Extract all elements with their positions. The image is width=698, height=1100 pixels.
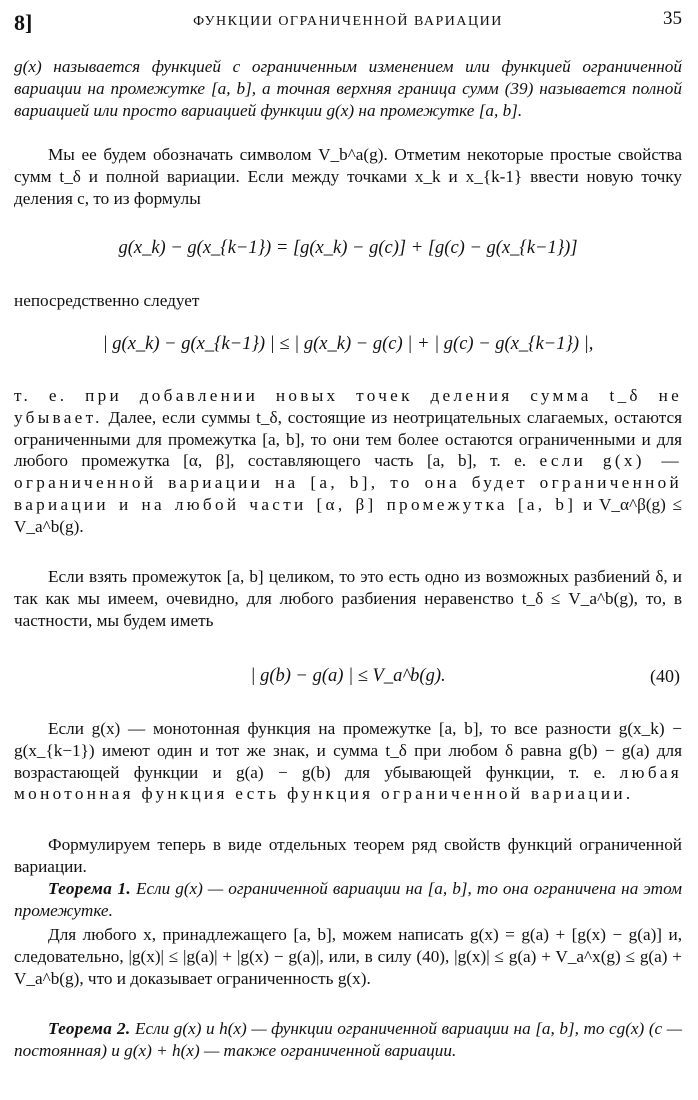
running-title: ФУНКЦИИ ОГРАНИЧЕННОЙ ВАРИАЦИИ: [193, 14, 503, 29]
spaced-text-subinterval: если g(x) — ограниченной вариации на [a, b], то она будет ограниченной вариации и на любой части [α, β] промежутка [a, b]: [14, 451, 682, 514]
paragraph-follows: непосредственно следует: [14, 291, 200, 310]
theorem-1: [14, 878, 682, 922]
text-variation-inequality: и V_α^β(g) ≤ V_a^b(g).: [14, 494, 683, 536]
spaced-text-monotone-bounded: любая монотонная функция есть функция ограниченной вариации.: [14, 762, 682, 804]
theorem-2-title: Теорема 2.: [48, 1019, 131, 1038]
theorem-1-body: Если g(x) — ограниченной вариации на [a, b], то она ограничена на этом промежутке.: [14, 879, 682, 920]
page-number: 35: [663, 8, 682, 29]
text-bounded-sums: Далее, если суммы t_δ, состоящие из неотрицательных слагаемых, остаются ограниченными для промежутка [a, b], то они тем более остаются ограниченными и для любого промежутка [α, β], составляющего часть [a, b], т. е.: [14, 407, 682, 471]
spaced-text-sum-not-decreasing: т. е. при добавлении новых точек деления сумма t_δ не убывает.: [14, 386, 682, 427]
equation-decomposition: g(x_k) − g(x_{k−1}) = [g(x_k) − g(c)] + [g(c) − g(x_{k−1})]: [118, 238, 578, 258]
page: [14, 0, 682, 1100]
paragraph-theorems-intro: Формулируем теперь в виде отдельных теорем ряд свойств функций ограниченной вариации.: [14, 835, 682, 876]
theorem-2: [14, 1018, 682, 1062]
paragraph-proof-1: Для любого x, принадлежащего [a, b], можем написать g(x) = g(a) + [g(x) − g(a)] и, следовательно, |g(x)| ≤ |g(a)| + |g(x) − g(a)|, или, в силу (40), |g(x)| ≤ g(a) + V_a^x(g) ≤ g(a) + V_a^b(g), что и доказывает ограниченность g(x).: [14, 925, 682, 988]
section-number: 8]: [14, 10, 33, 35]
theorem-2-body: Если g(x) и h(x) — функции ограниченной вариации на [a, b], то cg(x) (c — постоянная) и g(x) + h(x) — также ограниченной вариации.: [14, 1019, 682, 1060]
page-header: [14, 4, 682, 34]
paragraph-notation: Мы ее будем обозначать символом V_b^a(g). Отметим некоторые простые свойства сумм t_δ и полной вариации. Если между точками x_k и x_{k-1} ввести новую точку деления c, то из формулы: [14, 145, 682, 208]
paragraph-definition: g(x) называется функцией с ограниченным изменением или функцией ограниченной вариации на промежутке [a, b], а точная верхняя граница сумм (39) называется полной вариацией или просто вариацией функции g(x) на промежутке [a, b].: [14, 57, 682, 120]
paragraph-monotone: [14, 718, 682, 805]
text-monotone-differences: Если g(x) — монотонная функция на промежутке [a, b], то все разности g(x_k) − g(x_{k−1}) имеют один и тот же знак, и сумма t_δ при любом δ равна g(b) − g(a) для возрастающей функции и g(a) − g(b) для убывающей функции, т. е.: [14, 719, 682, 782]
paragraph-properties: [14, 385, 682, 538]
theorem-1-title: Теорема 1.: [48, 879, 131, 898]
equation-40: | g(b) − g(a) | ≤ V_a^b(g).: [250, 666, 446, 686]
paragraph-whole-interval: Если взять промежуток [a, b] целиком, то это есть одно из возможных разбиений δ, и так как мы имеем, очевидно, для любого разбиения неравенство t_δ ≤ V_a^b(g), то, в частности, мы будем иметь: [14, 567, 682, 630]
equation-triangle-inequality: | g(x_k) − g(x_{k−1}) | ≤ | g(x_k) − g(c) | + | g(c) − g(x_{k−1}) |,: [102, 334, 594, 354]
equation-number-40: (40): [650, 666, 680, 686]
